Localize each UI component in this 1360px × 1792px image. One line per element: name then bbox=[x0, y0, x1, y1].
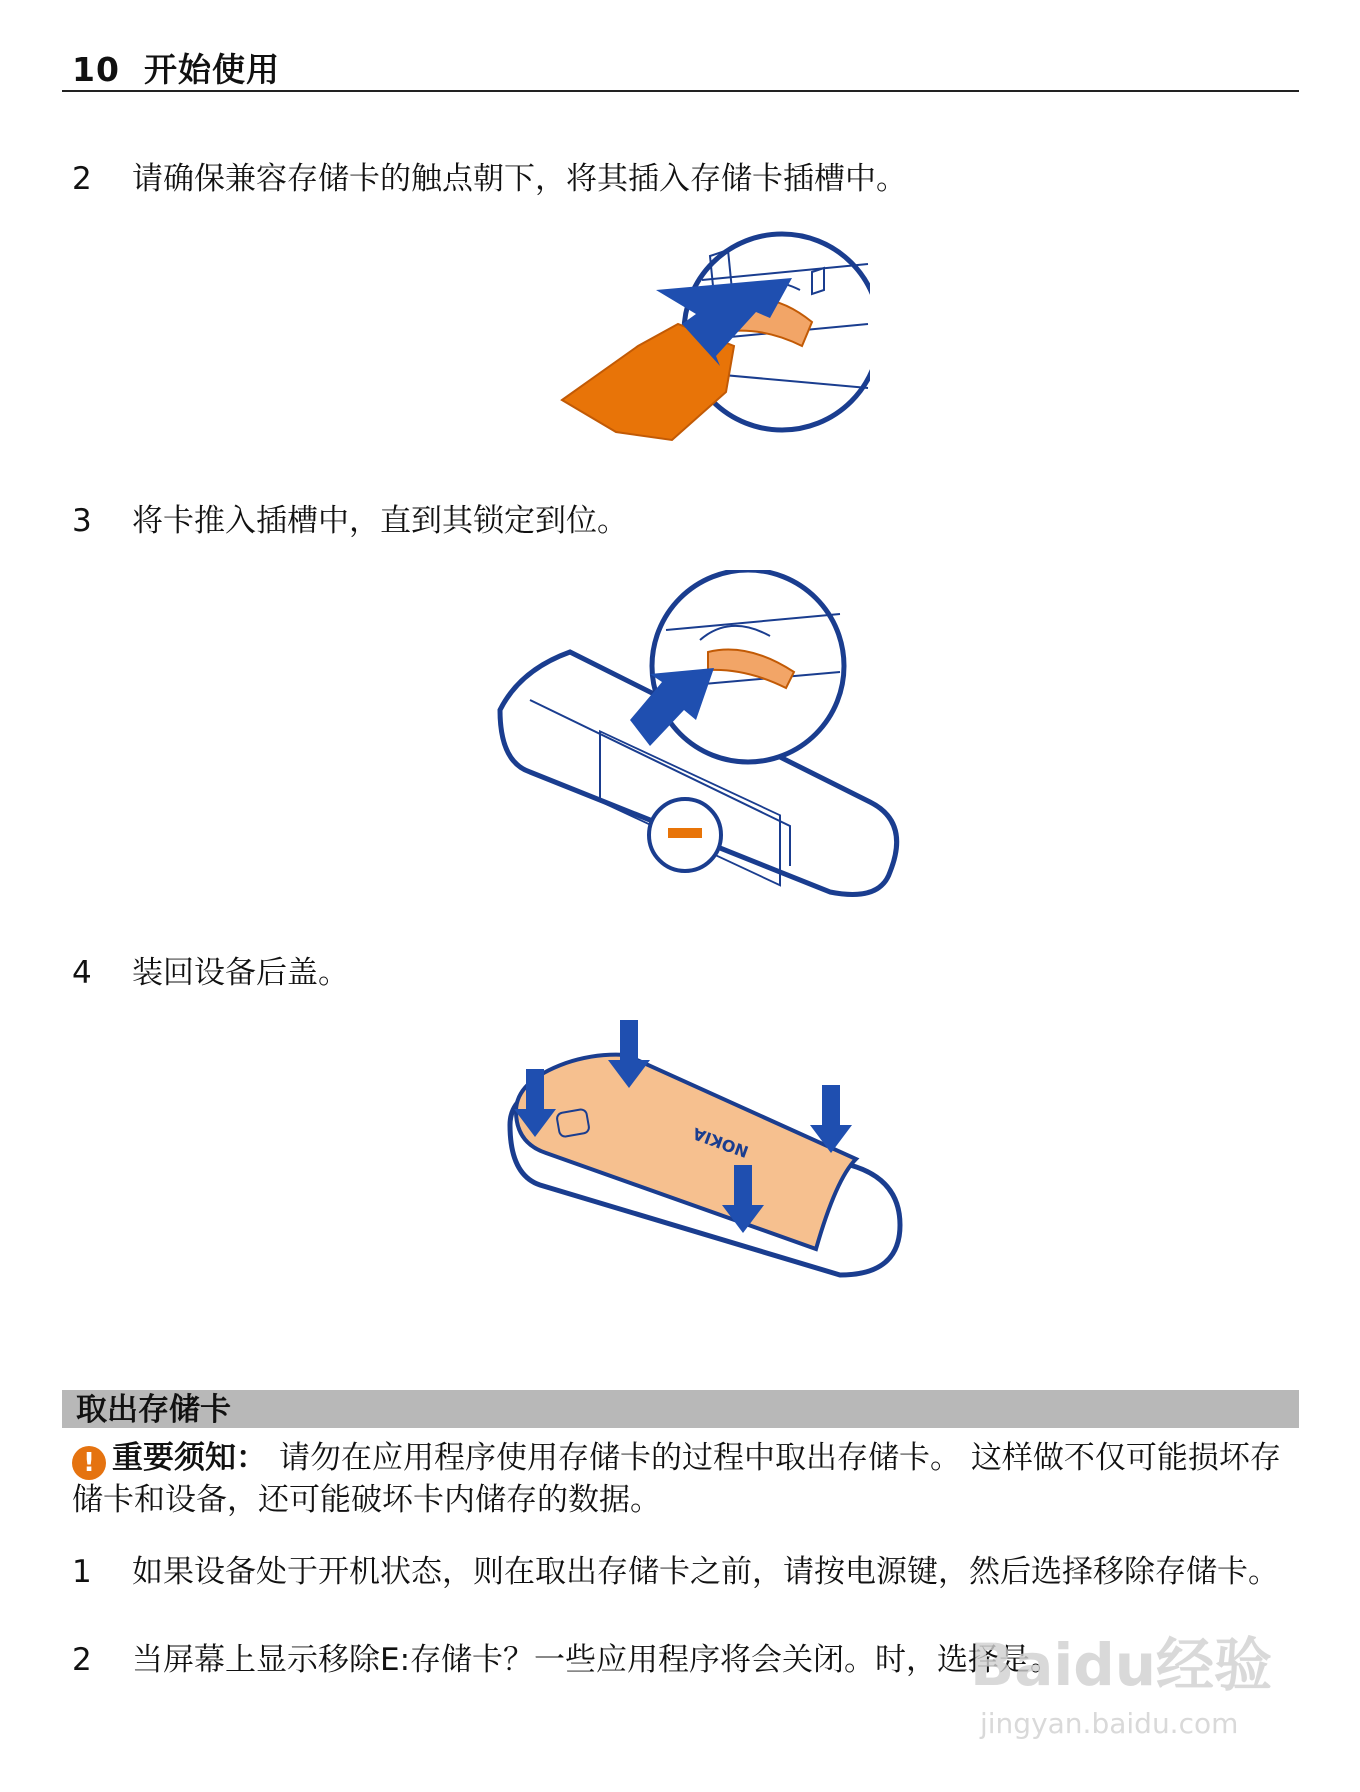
replace-cover-illustration bbox=[500, 1015, 920, 1315]
section-title: 取出存储卡 bbox=[76, 1392, 231, 1428]
step-insert-4 bbox=[72, 952, 349, 994]
notice-label: 重要须知： bbox=[112, 1440, 267, 1476]
section-header bbox=[62, 1390, 1299, 1428]
page-number: 10 bbox=[72, 50, 120, 89]
step-remove-1 bbox=[72, 1552, 1294, 1592]
watermark-brand: Baidu经验 bbox=[970, 1631, 1273, 1699]
watermark-url: jingyan.baidu.com bbox=[980, 1707, 1239, 1740]
insert-card-illustration bbox=[550, 222, 870, 444]
step-text: 如果设备处于开机状态，则在取出存储卡之前，请按电源键，然后选择移除存储卡。 bbox=[132, 1554, 1279, 1590]
step-insert-2 bbox=[72, 158, 907, 200]
warning-icon: ! bbox=[72, 1446, 106, 1480]
step-number: 1 bbox=[72, 1554, 92, 1590]
step-text: 当屏幕上显示移除E:存储卡？一些应用程序将会关闭。时，选择是。 bbox=[132, 1642, 1062, 1678]
header-rule bbox=[62, 90, 1299, 92]
lock-card-illustration bbox=[490, 570, 920, 910]
chapter-title: 开始使用 bbox=[144, 50, 280, 89]
cover-brand-logo: NOKIA bbox=[690, 1123, 751, 1162]
baidu-watermark bbox=[960, 1615, 1280, 1745]
step-text: 请确保兼容存储卡的触点朝下，将其插入存储卡插槽中。 bbox=[132, 161, 907, 197]
notice-text: 请勿在应用程序使用存储卡的过程中取出存储卡。 这样做不仅可能损坏存储卡和设备，还可能破坏卡内储存的数据。 bbox=[72, 1440, 1281, 1518]
important-notice bbox=[72, 1438, 1294, 1520]
step-number: 2 bbox=[72, 161, 92, 197]
step-number: 3 bbox=[72, 503, 92, 539]
step-number: 2 bbox=[72, 1642, 92, 1678]
step-text: 装回设备后盖。 bbox=[132, 955, 349, 991]
page-header bbox=[72, 44, 280, 91]
step-text: 将卡推入插槽中，直到其锁定到位。 bbox=[132, 503, 628, 539]
step-number: 4 bbox=[72, 955, 92, 991]
step-insert-3 bbox=[72, 500, 628, 542]
